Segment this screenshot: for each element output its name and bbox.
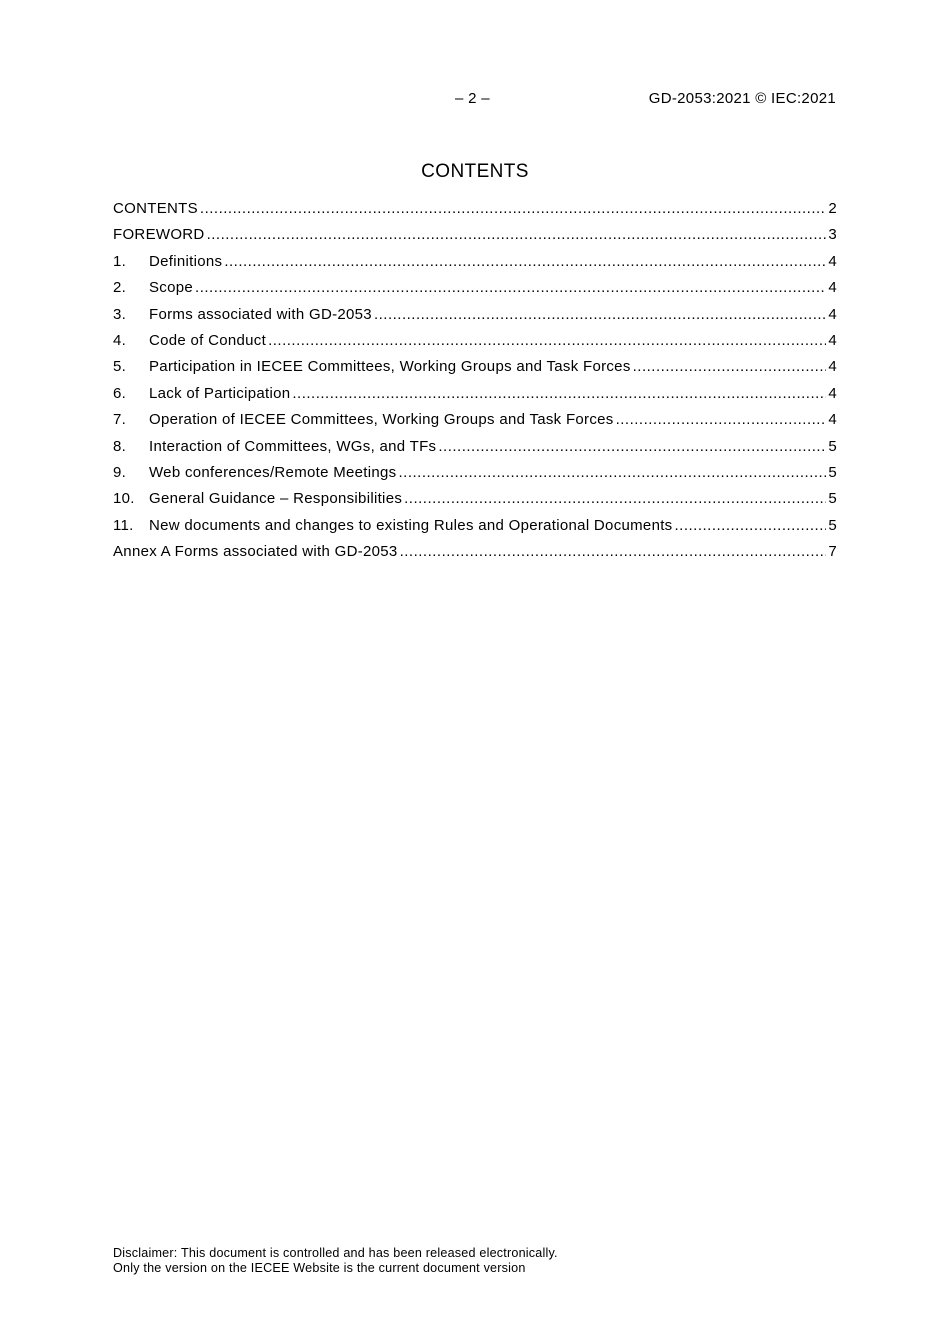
toc-entry-text: Forms associated with GD-2053 xyxy=(149,305,372,323)
toc-entry-text: Web conferences/Remote Meetings xyxy=(149,463,397,481)
toc-dot-leader xyxy=(268,328,826,354)
toc-entry-page: 2 xyxy=(828,200,837,217)
toc-entry-number: 1. xyxy=(113,252,127,270)
toc-entry-page: 5 xyxy=(828,463,837,481)
disclaimer xyxy=(113,1246,558,1276)
toc-entry-lack-of-participation[interactable] xyxy=(113,381,837,407)
toc-entry-text: Scope xyxy=(149,279,194,297)
toc-entry-number: 9. xyxy=(113,463,127,481)
toc-dot-leader xyxy=(404,486,826,512)
toc-dot-leader xyxy=(207,222,827,248)
toc-entry-contents[interactable] xyxy=(113,196,837,222)
toc-dot-leader xyxy=(633,354,827,380)
toc-entry-number: 8. xyxy=(113,437,127,455)
toc-entry-text: CONTENTS xyxy=(113,200,198,217)
toc-entry-text: Annex A Forms associated with GD-2053 xyxy=(113,543,398,561)
toc-dot-leader xyxy=(195,275,826,301)
toc-entry-text: FOREWORD xyxy=(113,226,205,244)
toc-entry-number: 7. xyxy=(113,411,127,429)
page-header xyxy=(0,90,950,110)
toc-title: CONTENTS xyxy=(421,161,529,182)
disclaimer-line: Disclaimer: This document is controlled and has been released electronically. xyxy=(113,1246,558,1260)
toc-entry-participation[interactable] xyxy=(113,354,837,380)
toc-entry-interaction[interactable] xyxy=(113,434,837,460)
toc-entry-number: 10. xyxy=(113,490,135,508)
document-reference: GD-2053:2021 © IEC:2021 xyxy=(648,90,836,107)
toc-dot-leader xyxy=(675,513,827,539)
toc-dot-leader xyxy=(200,196,826,222)
toc-entry-text: Operation of IECEE Committees, Working Groups and Task Forces xyxy=(149,411,614,429)
toc-entry-number: 3. xyxy=(113,305,127,323)
toc-dot-leader xyxy=(374,302,826,328)
toc-entry-number: 2. xyxy=(113,279,127,297)
toc-entry-text: Interaction of Committees, WGs, and TFs xyxy=(149,437,437,455)
toc-entry-page: 4 xyxy=(828,252,837,270)
toc-entry-number: 5. xyxy=(113,358,127,376)
toc-entry-definitions[interactable] xyxy=(113,249,837,275)
toc-entry-text: Definitions xyxy=(149,252,223,270)
toc-entry-number: 11. xyxy=(113,516,134,534)
toc-entry-code-of-conduct[interactable] xyxy=(113,328,837,354)
toc-entry-page: 4 xyxy=(828,358,837,376)
toc-entry-general-guidance[interactable] xyxy=(113,486,837,512)
toc-entry-text: Lack of Participation xyxy=(149,384,291,402)
toc-entry-page: 4 xyxy=(828,411,837,429)
toc-entry-text: Code of Conduct xyxy=(149,331,267,349)
toc-entry-page: 7 xyxy=(828,543,837,561)
toc-entry-page: 4 xyxy=(828,305,837,323)
toc-entry-number: 6. xyxy=(113,384,127,402)
toc-entry-forms[interactable] xyxy=(113,302,837,328)
toc-entry-number: 4. xyxy=(113,331,127,349)
toc-entry-page: 4 xyxy=(828,279,837,297)
toc-dot-leader xyxy=(616,407,827,433)
toc-dot-leader xyxy=(224,249,826,275)
toc-entry-annex-a[interactable] xyxy=(113,539,837,565)
toc-entry-text: New documents and changes to existing Rules and Operational Documents xyxy=(149,516,673,534)
table-of-contents xyxy=(113,196,837,565)
toc-entry-page: 5 xyxy=(828,490,837,508)
toc-entry-scope[interactable] xyxy=(113,275,837,301)
toc-entry-text: General Guidance – Responsibilities xyxy=(149,490,403,508)
toc-entry-page: 4 xyxy=(828,331,837,349)
page-number: – 2 – xyxy=(455,90,490,107)
toc-entry-new-documents[interactable] xyxy=(113,513,837,539)
disclaimer-line: Only the version on the IECEE Website is the current document version xyxy=(113,1261,526,1275)
toc-entry-text: Participation in IECEE Committees, Working Groups and Task Forces xyxy=(149,358,631,376)
toc-entry-page: 3 xyxy=(828,226,837,244)
toc-dot-leader xyxy=(292,381,826,407)
toc-dot-leader xyxy=(398,460,826,486)
toc-entry-foreword[interactable] xyxy=(113,222,837,248)
toc-entry-web-conferences[interactable] xyxy=(113,460,837,486)
toc-entry-operation[interactable] xyxy=(113,407,837,433)
toc-entry-page: 5 xyxy=(828,437,837,455)
toc-dot-leader xyxy=(400,539,827,565)
toc-dot-leader xyxy=(438,434,826,460)
toc-entry-page: 4 xyxy=(828,384,837,402)
toc-entry-page: 5 xyxy=(828,516,837,534)
